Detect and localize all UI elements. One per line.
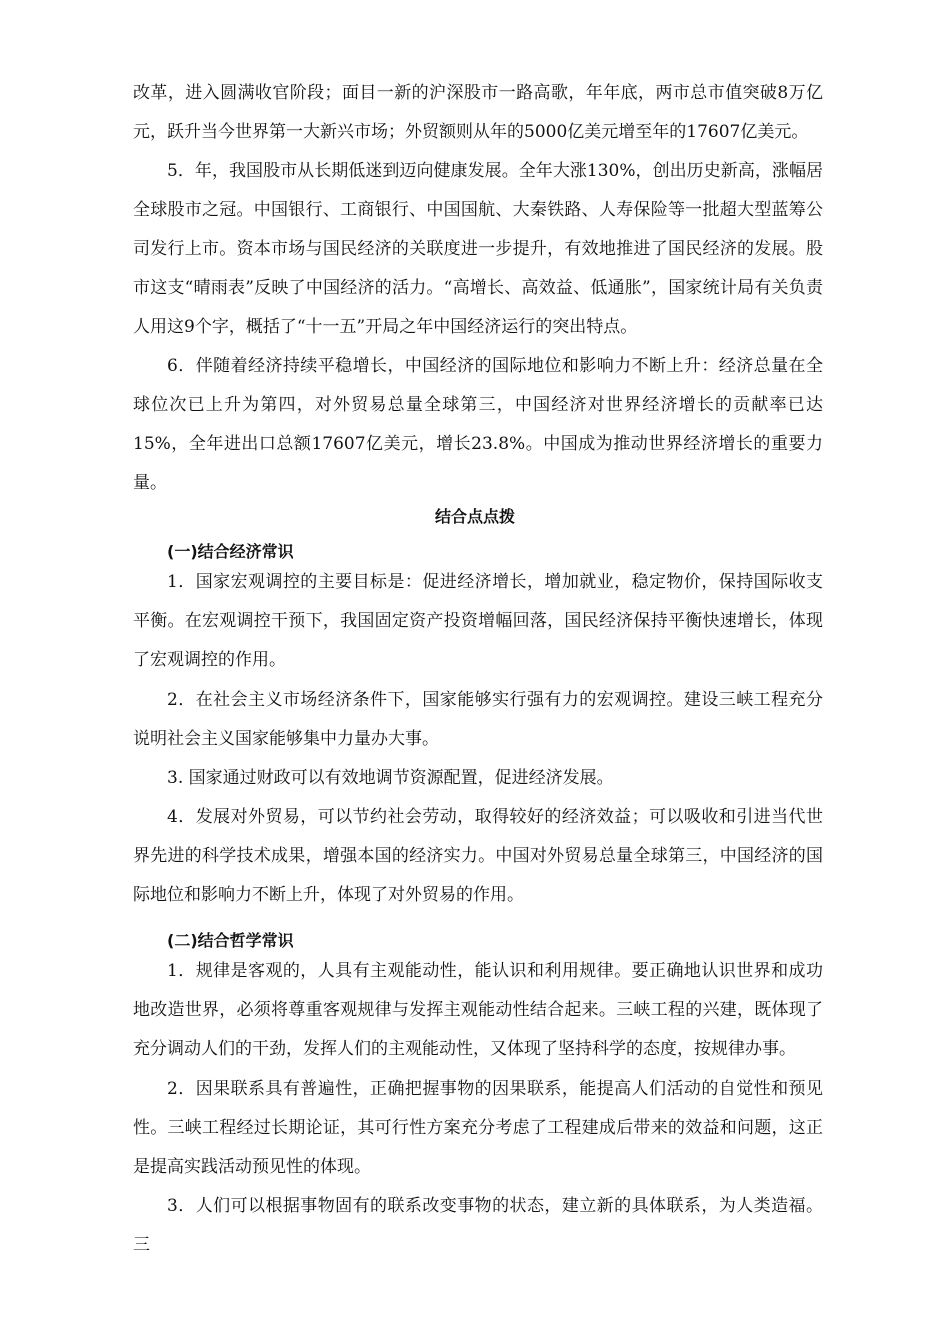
section-title: 结合点点拨 [434,507,515,526]
phil-paragraph-1: 1．规律是客观的，人具有主观能动性，能认识和利用规律。要正确地认识世界和成功地改造世界，必须将尊重客观规律与发挥主观能动性结合起来。三峡工程的兴建，既体现了充分调动人们的干劲，发挥人们的主观能动性，又体现了坚持科学的态度，按规律办事。 [133,961,823,1059]
econ-paragraph-3: 3. 国家通过财政可以有效地调节资源配置，促进经济发展。 [167,768,614,788]
item-6-paragraph: 6．伴随着经济持续平稳增长，中国经济的国际地位和影响力不断上升：经济总量在全球位次已上升为第四，对外贸易总量全球第三，中国经济对世界经济增长的贡献率已达15%，全年进出口总额17607亿美元，增长23.8%。中国成为推动世界经济增长的重要力量。 [133,356,823,493]
phil-paragraph-3: 3．人们可以根据事物固有的联系改变事物的状态，建立新的具体联系，为人类造福。三 [133,1196,823,1255]
item-5-paragraph: 5．年，我国股市从长期低迷到迈向健康发展。全年大涨130%，创出历史新高，涨幅居全球股市之冠。中国银行、工商银行、中国国航、大秦铁路、人寿保险等一批超大型蓝筹公司发行上市。资本市场与国民经济的关联度进一步提升，有效地推进了国民经济的发展。股市这支“晴雨表”反映了中国经济的活力。“高增长、高效益、低通胀”，国家统计局有关负责人用这9个字，概括了“十一五”开局之年中国经济运行的突出特点。 [133,161,823,337]
phil-subheading: (二)结合哲学常识 [167,931,294,950]
intro-tail-paragraph: 改革，进入圆满收官阶段；面目一新的沪深股市一路高歌，年年底，两市总市值突破8万亿元，跃升当今世界第一大新兴市场；外贸额则从年的5000亿美元增至年的17607亿美元。 [133,83,823,142]
phil-paragraph-2: 2．因果联系具有普遍性，正确把握事物的因果联系，能提高人们活动的自觉性和预见性。三峡工程经过长期论证，其可行性方案充分考虑了工程建成后带来的效益和问题，这正是提高实践活动预见性的体现。 [133,1079,823,1177]
econ-paragraph-4: 4．发展对外贸易，可以节约社会劳动，取得较好的经济效益；可以吸收和引进当代世界先进的科学技术成果，增强本国的经济实力。中国对外贸易总量全球第三，中国经济的国际地位和影响力不断上升，体现了对外贸易的作用。 [133,807,823,905]
econ-paragraph-1: 1．国家宏观调控的主要目标是：促进经济增长，增加就业，稳定物价，保持国际收支平衡。在宏观调控干预下，我国固定资产投资增幅回落，国民经济保持平衡快速增长，体现了宏观调控的作用。 [133,572,823,670]
econ-subheading: (一)结合经济常识 [167,542,294,561]
econ-paragraph-2: 2．在社会主义市场经济条件下，国家能够实行强有力的宏观调控。建设三峡工程充分说明社会主义国家能够集中力量办大事。 [133,690,823,749]
